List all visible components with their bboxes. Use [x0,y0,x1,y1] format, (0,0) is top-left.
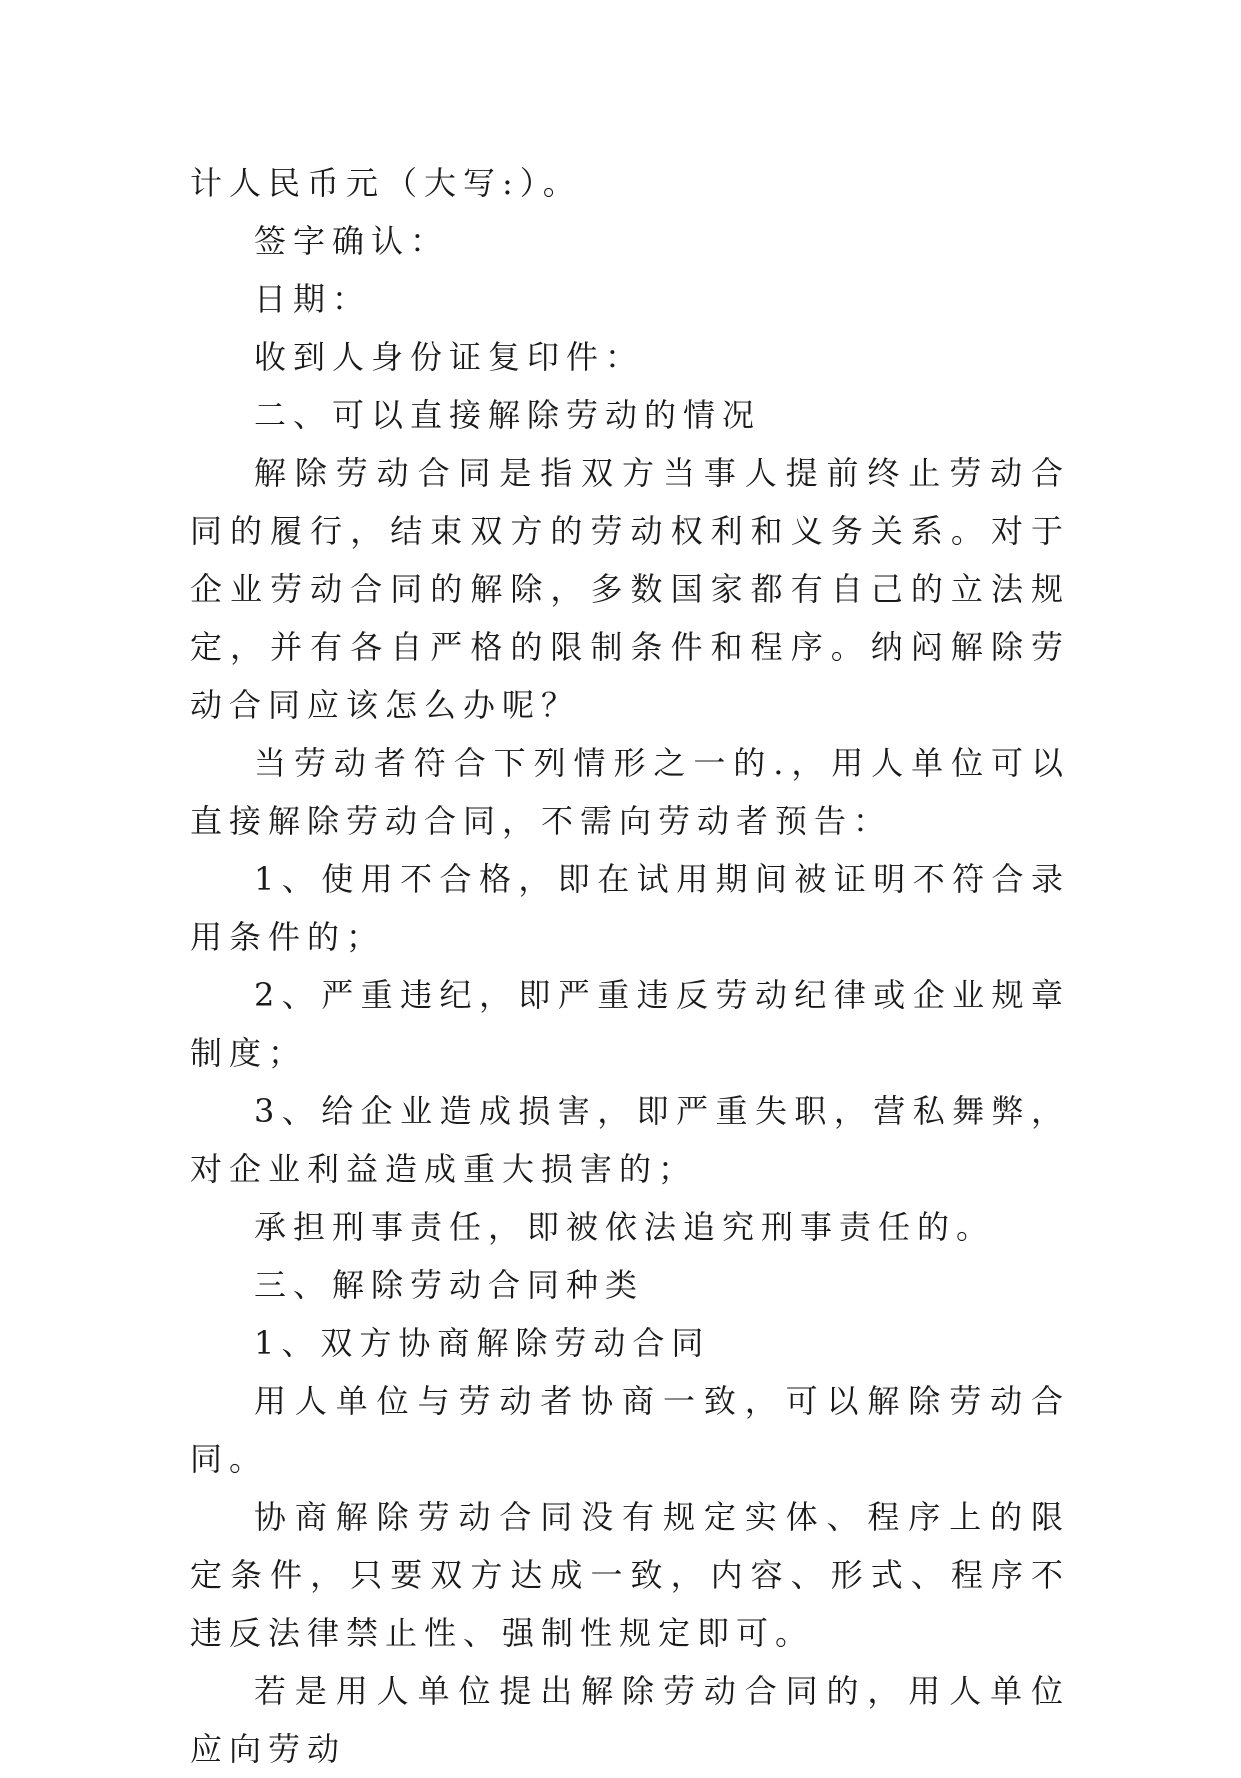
paragraph-amount-line: 计人民币元（大写:）。 [190,164,582,202]
paragraph-negotiation-rules: 协商解除劳动合同没有规定实体、程序上的限定条件，只要双方达成一致，内容、形式、程序不违反法律禁止性、强制性规定即可。 [190,1498,1070,1652]
list-item-1: 1、使用不合格，即在试用期间被证明不符合录用条件的； [190,860,1070,956]
list-item-3: 3、给企业造成损害，即严重失职，营私舞弊，对企业利益造成重大损害的； [190,1092,1070,1188]
subsection-heading-1: 1、双方协商解除劳动合同 [254,1324,711,1362]
paragraph-conditions-intro: 当劳动者符合下列情形之一的.，用人单位可以直接解除劳动合同，不需向劳动者预告： [190,744,1070,840]
paragraph-definition: 解除劳动合同是指双方当事人提前终止劳动合同的履行，结束双方的劳动权利和义务关系。对于企业劳动合同的解除，多数国家都有自己的立法规定，并有各自严格的限制条件和程序。纳闷解除劳动合同应该怎么办呢？ [190,454,1070,724]
list-item-4: 承担刑事责任，即被依法追究刑事责任的。 [254,1208,996,1246]
paragraph-signature: 签字确认： [254,222,450,260]
section-heading-2: 二、可以直接解除劳动的情况 [254,396,762,434]
paragraph-mutual-agreement: 用人单位与劳动者协商一致，可以解除劳动合同。 [190,1382,1070,1478]
document-body [190,154,1070,1778]
paragraph-employer-initiated: 若是用人单位提出解除劳动合同的，用人单位应向劳动 [190,1672,1070,1768]
paragraph-date: 日期： [254,280,372,318]
section-heading-3: 三、解除劳动合同种类 [254,1266,645,1304]
paragraph-id-copy: 收到人身份证复印件： [254,338,645,376]
list-item-2: 2、严重违纪，即严重违反劳动纪律或企业规章制度； [190,976,1070,1072]
